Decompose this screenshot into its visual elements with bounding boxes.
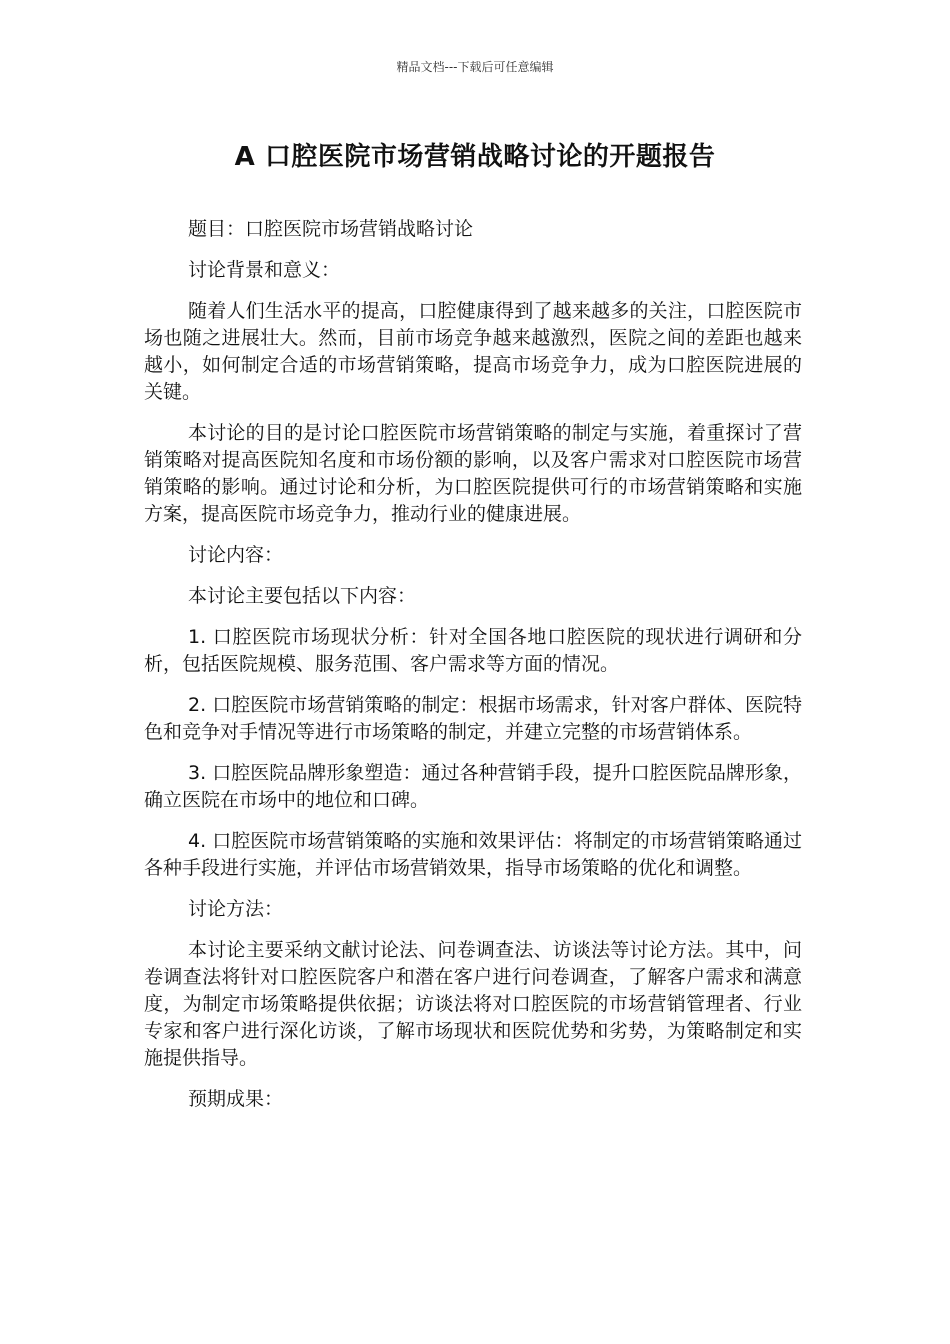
paragraph-content-item-2: 2. 口腔医院市场营销策略的制定：根据市场需求，针对客户群体、医院特色和竞争对手情况等进行市场策略的制定，并建立完整的市场营销体系。 — [144, 694, 802, 743]
paragraph-results-heading: 预期成果： — [188, 1088, 284, 1110]
paragraph-topic: 题目：口腔医院市场营销战略讨论 — [188, 218, 474, 240]
page-header-note: 精品文档---下载后可任意编辑 — [396, 60, 554, 74]
paragraph-method: 本讨论主要采纳文献讨论法、问卷调查法、访谈法等讨论方法。其中，问卷调查法将针对口腔医院客户和潜在客户进行问卷调查，了解客户需求和满意度，为制定市场策略提供依据；访谈法将对口腔医院的市场营销管理者、行业专家和客户进行深化访谈，了解市场现状和医院优势和劣势，为策略制定和实施提供指导。 — [144, 939, 802, 1069]
paragraph-method-heading: 讨论方法： — [188, 898, 284, 920]
document-title: A 口腔医院市场营销战略讨论的开题报告 — [234, 142, 716, 172]
paragraph-content-item-4: 4. 口腔医院市场营销策略的实施和效果评估：将制定的市场营销策略通过各种手段进行实施，并评估市场营销效果，指导市场策略的优化和调整。 — [144, 830, 802, 879]
paragraph-background-heading: 讨论背景和意义： — [188, 259, 341, 281]
paragraph-content-item-1: 1. 口腔医院市场现状分析：针对全国各地口腔医院的现状进行调研和分析，包括医院规模、服务范围、客户需求等方面的情况。 — [144, 626, 802, 675]
paragraph-content-heading: 讨论内容： — [188, 544, 284, 566]
paragraph-content-intro: 本讨论主要包括以下内容： — [188, 585, 417, 607]
paragraph-purpose: 本讨论的目的是讨论口腔医院市场营销策略的制定与实施，着重探讨了营销策略对提高医院知名度和市场份额的影响，以及客户需求对口腔医院市场营销策略的影响。通过讨论和分析，为口腔医院提供可行的市场营销策略和实施方案，提高医院市场竞争力，推动行业的健康进展。 — [144, 422, 802, 525]
paragraph-content-item-3: 3. 口腔医院品牌形象塑造：通过各种营销手段，提升口腔医院品牌形象，确立医院在市场中的地位和口碑。 — [144, 762, 802, 811]
paragraph-background: 随着人们生活水平的提高，口腔健康得到了越来越多的关注，口腔医院市场也随之进展壮大。然而，目前市场竞争越来越激烈，医院之间的差距也越来越小，如何制定合适的市场营销策略，提高市场竞争力，成为口腔医院进展的关键。 — [144, 300, 802, 403]
document-body — [144, 216, 802, 1127]
